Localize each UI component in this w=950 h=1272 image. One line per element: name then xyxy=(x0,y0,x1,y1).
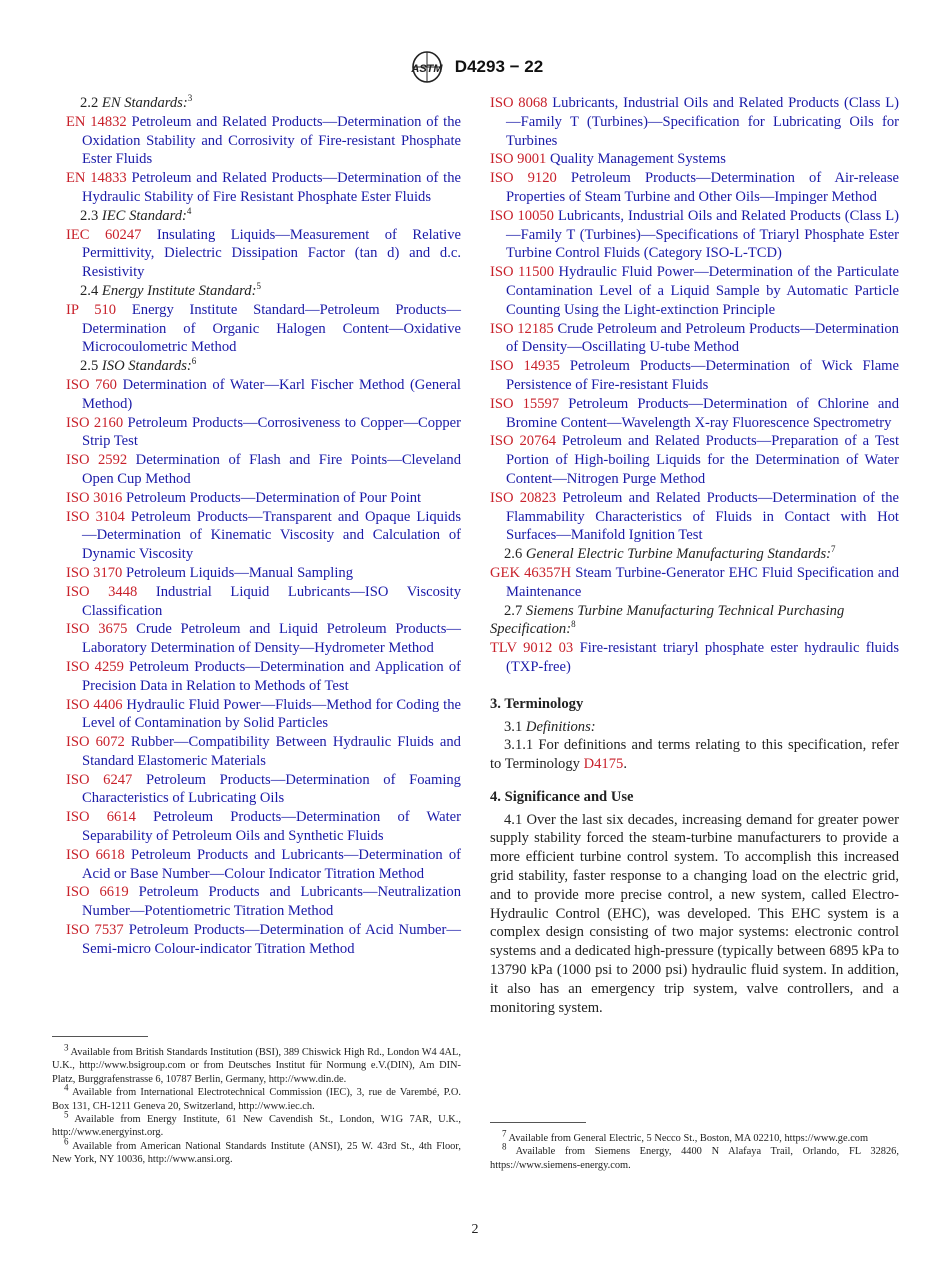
right-reference-list xyxy=(490,94,899,677)
reference-code-link[interactable]: ISO 20823 xyxy=(490,489,557,506)
significance-heading: 4. Significance and Use xyxy=(490,788,634,805)
paragraph-text: For definitions and terms relating to this specification, refer to Terminology xyxy=(490,737,899,773)
reference-entry xyxy=(66,921,461,959)
reference-code-link[interactable]: ISO 6247 xyxy=(66,771,133,788)
reference-code-link[interactable]: ISO 9001 xyxy=(490,151,547,168)
reference-title-link[interactable]: Petroleum Products—Determination of Air-release Properties of Steam Turbine and Other Oils—Impinger Method xyxy=(506,170,899,205)
reference-code-link[interactable]: ISO 12185 xyxy=(490,320,554,337)
reference-title-link[interactable]: Petroleum Liquids—Manual Sampling xyxy=(126,564,354,581)
reference-entry xyxy=(490,94,899,150)
reference-title-link[interactable]: Industrial Liquid Lubricants—ISO Viscosity Classification xyxy=(82,583,461,619)
reference-title-link[interactable]: Petroleum and Related Products—Preparation of a Test Portion of High-boiling Liquids for the Determination of Water Content—Nitrogen Purge Method xyxy=(506,433,899,487)
reference-code-link[interactable]: IEC 60247 xyxy=(66,226,142,243)
reference-title-link[interactable]: Petroleum Products—Determination of Chlorine and Bromine Content—Wavelength X-ray Fluorescence Spectrometry xyxy=(506,395,899,431)
footnote-marker: 4 xyxy=(186,205,192,216)
footnote xyxy=(52,1136,461,1167)
footnote-text: Available from International Electrotechnical Commission (IEC), 3, rue de Varembé, P.O. Box 131, CH-1211 Geneva 20, Switzerland, http://www.iec.ch. xyxy=(52,1087,461,1112)
reference-title-link[interactable]: Petroleum Products—Determination and Application of Precision Data in Relation to Methods of Test xyxy=(82,658,461,694)
reference-entry xyxy=(490,639,899,677)
reference-entry xyxy=(490,169,899,207)
reference-title-link[interactable]: Petroleum Products—Determination of Water Separability of Petroleum Oils and Synthetic Fluids xyxy=(82,809,462,845)
reference-entry xyxy=(66,696,461,734)
reference-title-link[interactable]: Petroleum Products—Transparent and Opaque Liquids—Determination of Kinematic Viscosity and Calculation of Dynamic Viscosity xyxy=(82,508,462,563)
reference-entry xyxy=(490,150,899,169)
left-column xyxy=(66,94,461,959)
reference-entry xyxy=(66,883,461,921)
footnote-divider-left xyxy=(52,1036,148,1037)
reference-entry xyxy=(490,207,899,263)
section-heading xyxy=(490,545,899,564)
reference-entry xyxy=(66,226,461,282)
footnotes-right xyxy=(490,1128,899,1172)
reference-code-link[interactable]: TLV 9012 03 xyxy=(490,640,574,657)
footnote-marker: 3 xyxy=(187,93,193,104)
reference-code-link[interactable]: ISO 3448 xyxy=(66,583,138,600)
footnote xyxy=(490,1141,899,1172)
reference-title-link[interactable]: Petroleum and Related Products—Determination of the Hydraulic Stability of Fire Resistant Phosphate Ester Fluids xyxy=(82,170,461,205)
reference-code-link[interactable]: GEK 46357H xyxy=(490,564,572,581)
reference-code-link[interactable]: ISO 14935 xyxy=(490,358,560,375)
reference-code-link[interactable]: ISO 7537 xyxy=(66,922,124,939)
reference-code-link[interactable]: ISO 3104 xyxy=(66,508,125,525)
reference-title-link[interactable]: Petroleum Products—Determination of Wick Flame Persistence of Fire-resistant Fluids xyxy=(506,358,900,393)
reference-code-link[interactable]: ISO 6618 xyxy=(66,846,125,863)
reference-entry xyxy=(66,113,461,169)
footnote-text: Available from American National Standards Institute (ANSI), 25 W. 43rd St., 4th Floor, New York, NY 10036, http://www.ansi.org. xyxy=(52,1140,461,1166)
reference-code-link[interactable]: ISO 4259 xyxy=(66,658,124,675)
reference-title-link[interactable]: Petroleum Products—Determination of Acid Number—Semi-micro Colour-indicator Titration Method xyxy=(82,922,461,957)
reference-entry xyxy=(490,432,899,488)
section-number: 2.5 xyxy=(80,358,99,375)
reference-entry xyxy=(66,564,461,583)
reference-entry xyxy=(66,846,461,884)
reference-code-link[interactable]: ISO 20764 xyxy=(490,433,556,450)
reference-title-link[interactable]: Rubber—Compatibility Between Hydraulic Fluids and Standard Elastomeric Materials xyxy=(82,734,461,769)
astm-logo-icon xyxy=(407,50,447,84)
reference-code-link[interactable]: ISO 3016 xyxy=(66,489,123,506)
reference-entry xyxy=(66,451,461,489)
section-name: Siemens Turbine Manufacturing Technical Purchasing Specification: xyxy=(490,602,845,638)
reference-title-link[interactable]: Hydraulic Fluid Power—Determination of the Particulate Contamination Level of a Liquid Sample by Automatic Particle Counting Using the Light-extinction Principle xyxy=(506,264,899,318)
reference-code-link[interactable]: ISO 4406 xyxy=(66,696,123,713)
footnote xyxy=(52,1082,461,1113)
reference-entry xyxy=(66,169,461,207)
reference-code-link[interactable]: IP 510 xyxy=(66,301,117,318)
section-heading xyxy=(66,282,461,301)
reference-title-link[interactable]: Petroleum Products—Corrosiveness to Copper—Copper Strip Test xyxy=(82,414,461,450)
footnote-text: Available from Energy Institute, 61 New Cavendish St., London, W1G 7AR, U.K., http://www.energyinst.org. xyxy=(52,1114,461,1139)
section-heading xyxy=(490,602,899,640)
reference-code-link[interactable]: ISO 9120 xyxy=(490,170,557,187)
reference-entry xyxy=(66,508,461,564)
footnote-marker: 7 xyxy=(831,544,836,555)
reference-title-link[interactable]: Petroleum Products—Determination of Pour Point xyxy=(126,489,422,506)
reference-code-link[interactable]: ISO 11500 xyxy=(490,264,554,281)
section-heading xyxy=(66,207,461,226)
reference-code-link[interactable]: EN 14832 xyxy=(66,113,127,130)
reference-entry xyxy=(66,658,461,696)
page-number: 2 xyxy=(471,1222,479,1237)
reference-title-link[interactable]: Lubricants, Industrial Oils and Related Products (Class L)—Family T (Turbines)—Specification for Lubricating Oils for Turbines xyxy=(506,95,899,149)
terminology-heading: 3. Terminology xyxy=(490,695,584,712)
footnotes-left xyxy=(52,1042,461,1167)
section-name: IEC Standard: xyxy=(101,207,187,224)
reference-title-link[interactable]: Insulating Liquids—Measurement of Relative Permittivity, Dielectric Dissipation Factor (tan d) and d.c. Resistivity xyxy=(82,226,461,281)
footnote-number: 3 xyxy=(64,1042,69,1053)
paragraph-number: 3.1.1 xyxy=(504,737,534,754)
footnote-number: 7 xyxy=(502,1128,507,1139)
reference-entry xyxy=(490,489,899,545)
reference-title-link[interactable]: Petroleum Products—Determination of Foaming Characteristics of Lubricating Oils xyxy=(82,771,461,807)
reference-title-link[interactable]: Petroleum Products and Lubricants—Determination of Acid or Base Number—Colour Indicator Titration Method xyxy=(82,846,461,882)
reference-entry xyxy=(490,564,899,602)
reference-code-link[interactable]: EN 14833 xyxy=(66,170,127,187)
reference-entry xyxy=(66,620,461,658)
paragraph-end: . xyxy=(623,756,627,773)
section-number: 2.3 xyxy=(80,207,99,224)
reference-title-link[interactable]: Determination of Flash and Fire Points—Cleveland Open Cup Method xyxy=(82,452,461,487)
footnote-marker: 8 xyxy=(571,619,576,630)
reference-code-link[interactable]: ISO 3170 xyxy=(66,564,123,581)
section-name: General Electric Turbine Manufacturing Standards: xyxy=(525,546,831,563)
reference-entry xyxy=(66,771,461,809)
terminology-paragraph xyxy=(490,736,899,774)
reference-entry xyxy=(66,583,461,621)
footnote xyxy=(52,1109,461,1140)
footnote-divider-right xyxy=(490,1122,586,1123)
reference-entry xyxy=(66,414,461,452)
footnote-number: 4 xyxy=(64,1082,69,1093)
reference-code-link[interactable]: ISO 2160 xyxy=(66,414,124,431)
reference-title-link[interactable]: Quality Management Systems xyxy=(550,151,726,168)
reference-entry xyxy=(66,733,461,771)
section-heading xyxy=(66,94,461,113)
reference-title-link[interactable]: Lubricants, Industrial Oils and Related Products (Class L)—Family T (Turbines)—Specifications of Triaryl Phosphate Ester Turbine Control Fluids (Category ISO-L-TCD) xyxy=(506,207,899,262)
footnote-text: Available from British Standards Institution (BSI), 389 Chiswick High Rd., London W4 4AL, U.K., http://www.bsigroup.com or from Deutsches Institut für Normung e.V.(DIN), Am DIN-Platz, Burggrafenstrasse 6, 10787 Berlin, Germany, http://www.din.de. xyxy=(52,1047,461,1085)
section-name: Energy Institute Standard: xyxy=(101,282,257,299)
reference-title-link[interactable]: Petroleum and Related Products—Determination of the Flammability Characteristics of Fluids in Contact with Hot Surfaces—Manifold Ignition Test xyxy=(506,489,899,544)
footnote-number: 6 xyxy=(64,1136,69,1147)
terminology-definitions xyxy=(490,718,899,737)
section-number: 2.4 xyxy=(80,282,99,299)
section-heading xyxy=(66,357,461,376)
reference-entry xyxy=(490,320,899,358)
reference-title-link[interactable]: Petroleum and Related Products—Determination of the Oxidation Stability and Corrosivity of Fire-resistant Phosphate Ester Fluids xyxy=(82,113,461,168)
right-column xyxy=(490,94,899,1017)
terminology-reference-link[interactable]: D4175 xyxy=(583,756,624,773)
reference-code-link[interactable]: ISO 6072 xyxy=(66,734,125,751)
reference-code-link[interactable]: ISO 6614 xyxy=(66,809,136,826)
footnote-number: 5 xyxy=(64,1109,69,1120)
section-name: EN Standards: xyxy=(101,95,188,111)
footnote xyxy=(52,1042,461,1086)
significance-text: Over the last six decades, increasing demand for greater power supply stability forced the steam-turbine manufacturers to provide a more efficient turbine control system. To accomplish this increased grid stability, faster response to a changing load on the electric grid, and to provide more precise control, a new system, called Electro-Hydraulic Control (EHC), was developed. This EHC system is a complex design consisting of two major systems: electronic control systems and a dedicated high-pressure (typically between 6895 kPa to 13790 kPa (1000 psi to 2000 psi) hydraulic fluid system. In addition, it also has an emergency trip system, valve controllers, and a monitoring system. xyxy=(490,811,899,1016)
reference-entry xyxy=(66,301,461,357)
reference-code-link[interactable]: ISO 8068 xyxy=(490,95,548,111)
reference-title-link[interactable]: Fire-resistant triaryl phosphate ester hydraulic fluids (TXP-free) xyxy=(506,640,900,675)
reference-title-link[interactable]: Petroleum Products and Lubricants—Neutralization Number—Potentiometric Titration Method xyxy=(82,884,461,920)
section-number: 2.7 xyxy=(504,602,523,619)
footnote-text: Available from Siemens Energy, 4400 N Alafaya Trail, Orlando, FL 32826, https://www.siemens-energy.com. xyxy=(490,1146,899,1171)
footnote-marker: 6 xyxy=(191,356,197,367)
reference-title-link[interactable]: Steam Turbine-Generator EHC Fluid Specification and Maintenance xyxy=(506,564,899,600)
section-number: 2.2 xyxy=(80,95,99,111)
reference-code-link[interactable]: ISO 10050 xyxy=(490,207,554,224)
reference-title-link[interactable]: Hydraulic Fluid Power—Fluids—Method for Coding the Level of Contamination by Solid Particles xyxy=(82,696,461,732)
reference-code-link[interactable]: ISO 3675 xyxy=(66,621,128,638)
reference-title-link[interactable]: Determination of Water—Karl Fischer Method (General Method) xyxy=(82,376,461,412)
reference-entry xyxy=(490,357,899,395)
footnote-text: Available from General Electric, 5 Necco St., Boston, MA 02210, https://www.ge.com xyxy=(508,1133,869,1144)
footnote xyxy=(490,1128,899,1145)
significance-paragraph xyxy=(490,811,899,1018)
svg-text:ASTM: ASTM xyxy=(411,63,443,75)
reference-entry xyxy=(490,263,899,319)
definitions-number: 3.1 xyxy=(504,718,523,735)
reference-code-link[interactable]: ISO 6619 xyxy=(66,884,129,901)
reference-title-link[interactable]: Crude Petroleum and Liquid Petroleum Products—Laboratory Determination of Density—Hydrometer Method xyxy=(82,621,461,657)
reference-entry xyxy=(66,489,461,508)
reference-title-link[interactable]: Energy Institute Standard—Petroleum Products—Determination of Organic Halogen Content—Oxidative Microcoulometric Method xyxy=(82,301,461,356)
page-header xyxy=(0,50,950,84)
reference-code-link[interactable]: ISO 2592 xyxy=(66,452,128,469)
reference-code-link[interactable]: ISO 760 xyxy=(66,376,117,393)
reference-entry xyxy=(66,808,461,846)
standard-designation: D4293 − 22 xyxy=(454,57,544,76)
reference-entry xyxy=(490,395,899,433)
section-number: 2.6 xyxy=(504,546,523,563)
definitions-label: Definitions: xyxy=(525,718,596,735)
section-name: ISO Standards: xyxy=(101,358,192,375)
reference-code-link[interactable]: ISO 15597 xyxy=(490,395,560,412)
reference-entry xyxy=(66,376,461,414)
significance-number: 4.1 xyxy=(504,811,523,828)
footnote-number: 8 xyxy=(502,1141,507,1152)
reference-title-link[interactable]: Crude Petroleum and Petroleum Products—Determination of Density—Oscillating U-tube Method xyxy=(506,320,899,356)
footnote-marker: 5 xyxy=(256,281,261,292)
